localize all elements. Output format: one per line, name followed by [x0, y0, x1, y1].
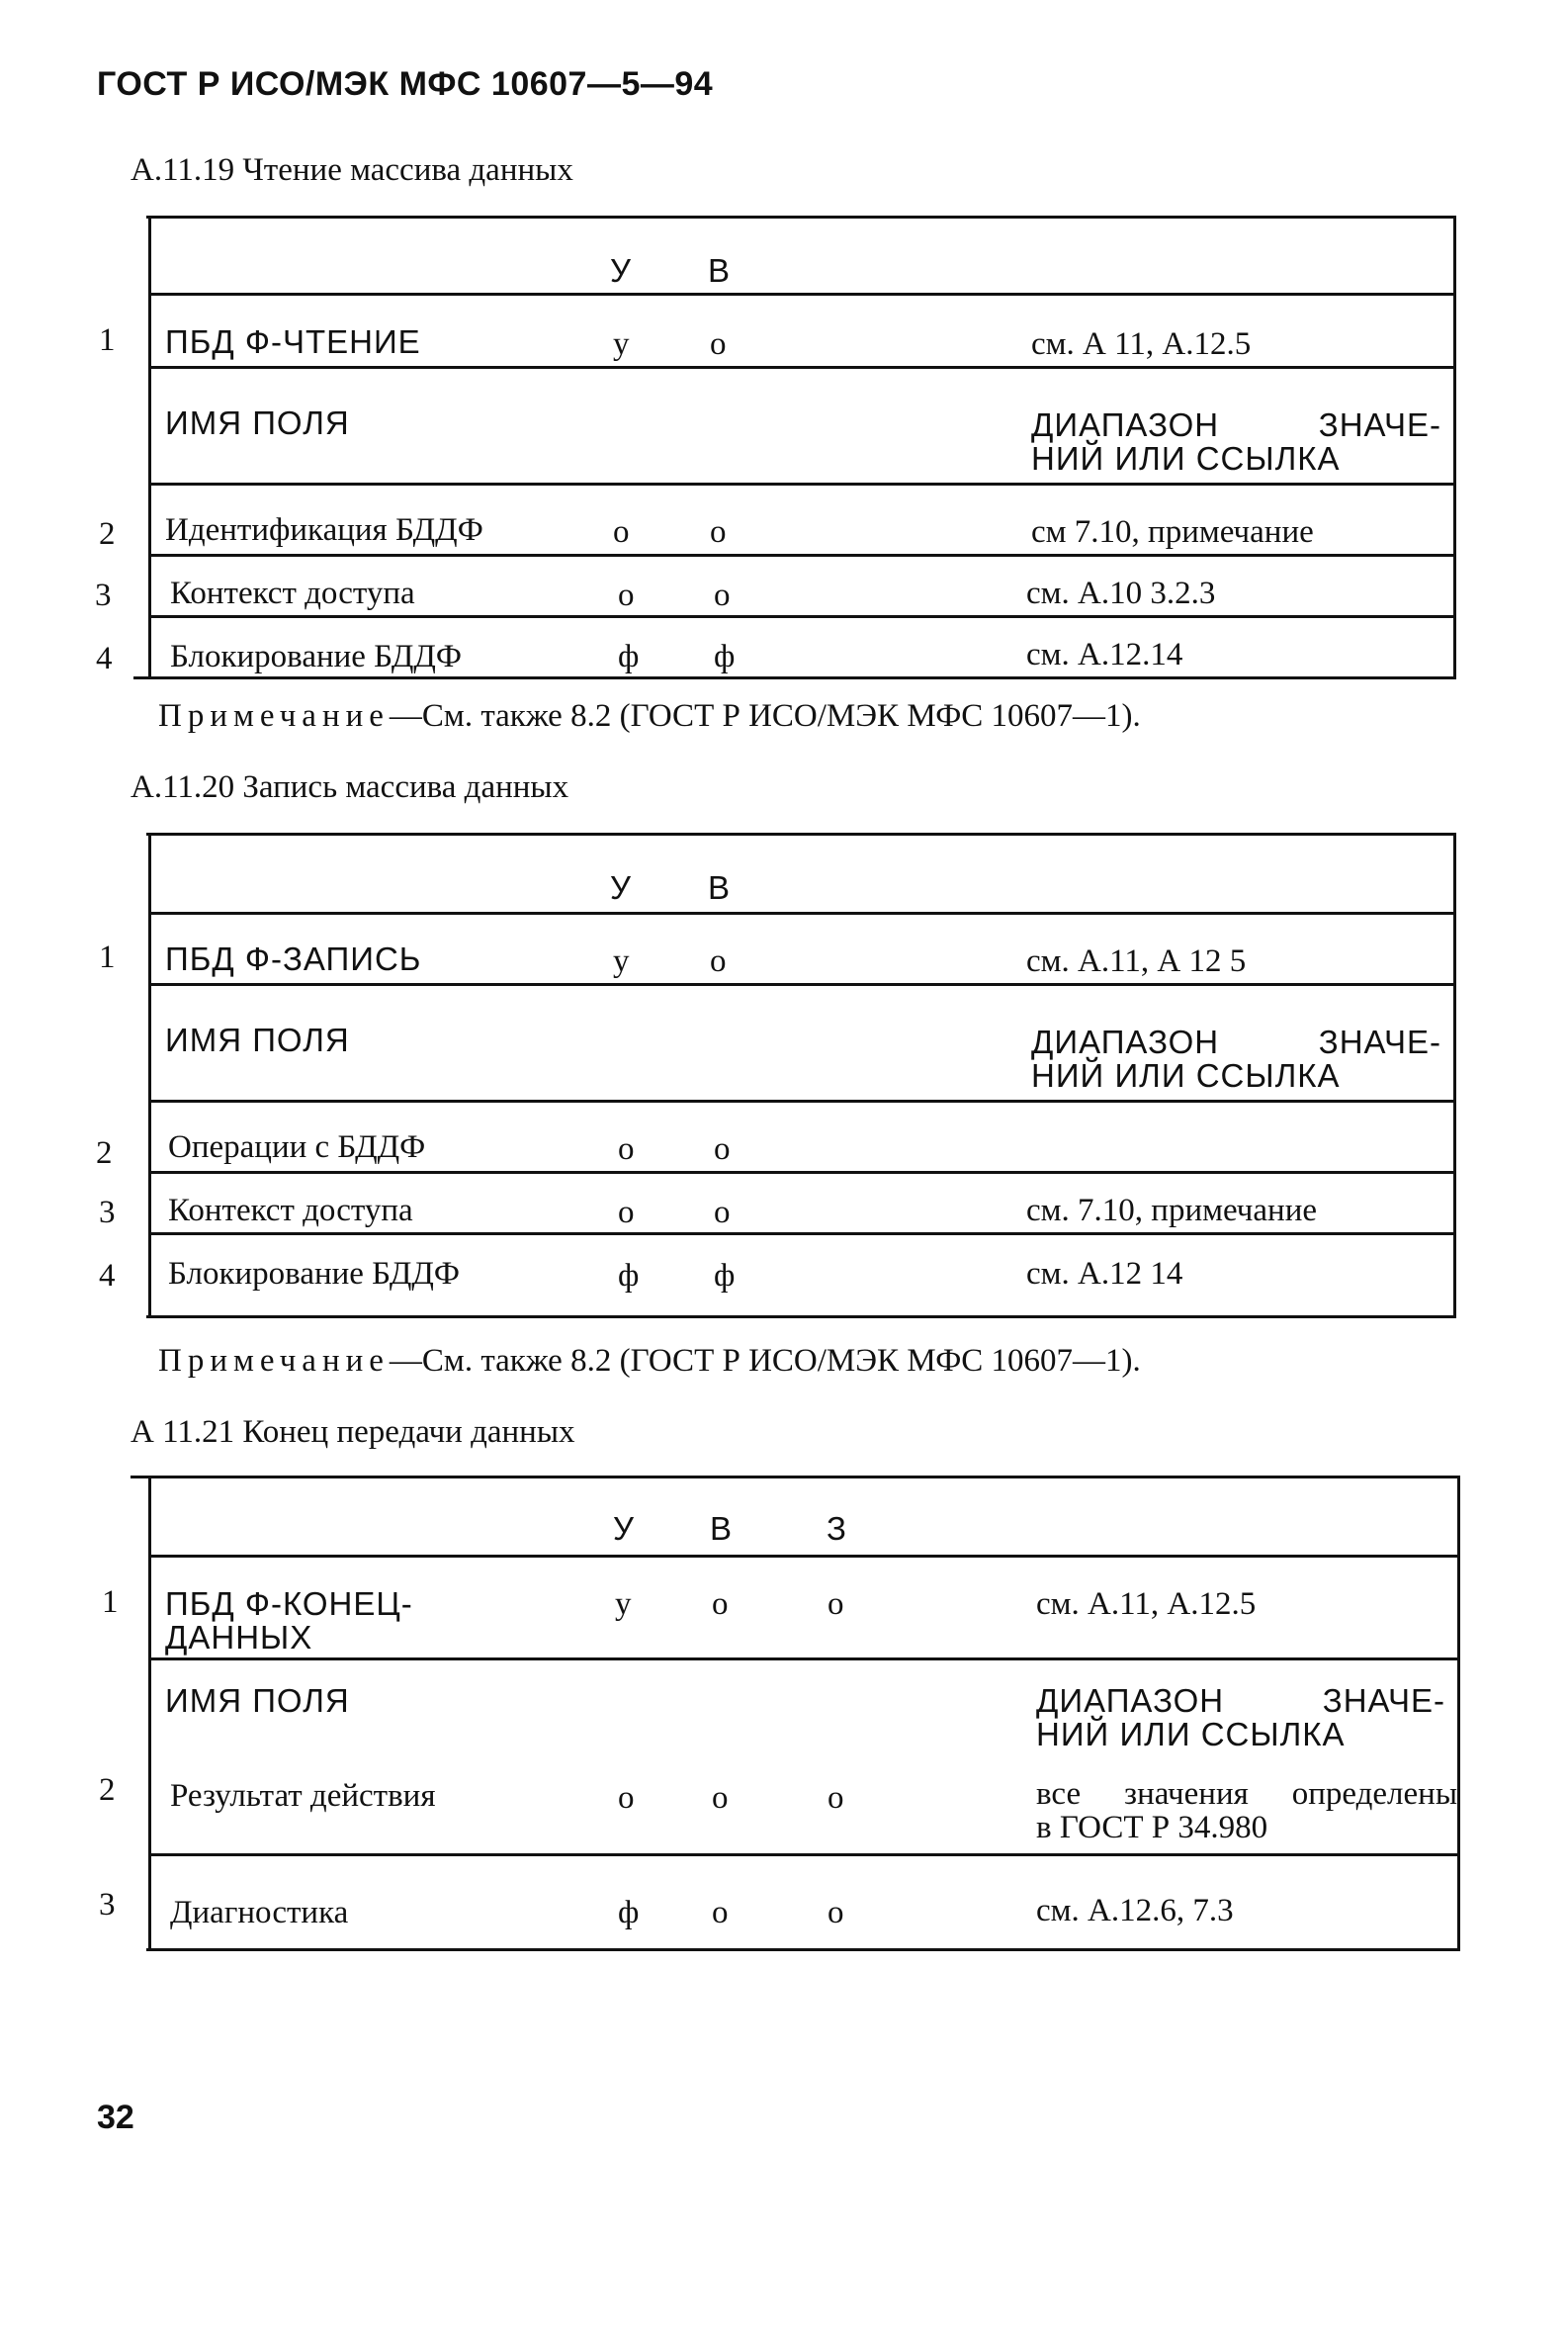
range-header-line1: ДИАПАЗОН ЗНАЧЕ- — [1036, 1682, 1445, 1719]
field-z: о — [828, 1895, 844, 1930]
rule — [150, 1100, 1453, 1103]
column-header-u: У — [610, 252, 632, 289]
row-number: 2 — [99, 516, 116, 552]
row-number: 1 — [99, 940, 116, 975]
note — [158, 698, 1141, 735]
rule — [150, 293, 1453, 296]
field-z: о — [828, 1780, 844, 1816]
field-ref: см. А.12 14 — [1026, 1256, 1183, 1292]
field-ref: см 7.10, примечание — [1031, 514, 1314, 550]
field-name-header: ИМЯ ПОЛЯ — [165, 1682, 350, 1719]
note-label: Примечание — [158, 698, 390, 734]
rule — [150, 554, 1453, 557]
page-number: 32 — [97, 2099, 134, 2136]
pdu-name: ПБД Ф-ЧТЕНИЕ — [165, 323, 421, 360]
table-right-border — [1453, 218, 1456, 677]
pdu-ref: см. А.11, А.12.5 — [1036, 1586, 1257, 1622]
rule — [150, 1232, 1453, 1235]
range-header-line2: НИЙ ИЛИ ССЫЛКА — [1031, 1057, 1341, 1094]
field-name: Контекст доступа — [168, 1193, 413, 1228]
note-text: —См. также 8.2 (ГОСТ Р ИСО/МЭК МФС 10607—1). — [389, 1343, 1141, 1379]
pdu-v: о — [712, 1586, 729, 1622]
table-top-rule — [131, 1476, 1460, 1478]
field-name: Операции с БДДФ — [168, 1129, 426, 1165]
row-number: 3 — [99, 1887, 116, 1923]
range-header-line1: ДИАПАЗОН ЗНАЧЕ- — [1031, 406, 1441, 443]
pdu-u: у — [613, 326, 630, 362]
column-header-v: В — [708, 252, 732, 289]
pdu-ref: см. А 11, А.12.5 — [1031, 326, 1252, 362]
field-ref: см. А.10 3.2.3 — [1026, 576, 1216, 611]
field-ref: см. 7.10, примечание — [1026, 1193, 1318, 1228]
table-left-border — [148, 218, 151, 677]
field-ref-line1: все значения определены — [1036, 1776, 1457, 1812]
field-name: Контекст доступа — [170, 576, 415, 611]
rule — [150, 483, 1453, 486]
column-header-v: В — [708, 869, 732, 906]
pdu-name-line2: ДАННЫХ — [165, 1619, 313, 1656]
field-name-header: ИМЯ ПОЛЯ — [165, 1022, 350, 1058]
field-ref: см. А.12.6, 7.3 — [1036, 1893, 1234, 1928]
table-top-rule — [146, 833, 1456, 836]
rule — [150, 1853, 1457, 1856]
field-v: о — [712, 1895, 729, 1930]
field-u: о — [618, 1780, 635, 1816]
column-header-z: З — [827, 1510, 847, 1547]
section-title: А 11.21 Конец передачи данных — [131, 1414, 575, 1450]
field-v: о — [714, 578, 731, 613]
range-header-line1: ДИАПАЗОН ЗНАЧЕ- — [1031, 1024, 1441, 1060]
field-u: о — [618, 1195, 635, 1230]
table-bottom-rule — [133, 676, 1456, 679]
field-name-header: ИМЯ ПОЛЯ — [165, 404, 350, 441]
field-u: ф — [618, 1258, 640, 1294]
row-number: 1 — [102, 1584, 119, 1620]
table-bottom-rule — [146, 1948, 1460, 1951]
row-number: 2 — [96, 1135, 113, 1171]
column-header-v: В — [710, 1510, 734, 1547]
pdu-v: о — [710, 943, 727, 979]
note-label: Примечание — [158, 1343, 390, 1379]
field-ref: см. А.12.14 — [1026, 637, 1183, 672]
field-name: Идентификация БДДФ — [165, 512, 483, 548]
field-name: Блокирование БДДФ — [170, 639, 462, 674]
pdu-u: у — [615, 1586, 632, 1622]
field-name: Результат действия — [170, 1778, 436, 1814]
document-header: ГОСТ Р ИСО/МЭК МФС 10607—5—94 — [97, 65, 714, 103]
pdu-name-line1: ПБД Ф-КОНЕЦ- — [165, 1585, 413, 1622]
table-right-border — [1457, 1477, 1460, 1948]
section-title: А.11.19 Чтение массива данных — [131, 152, 573, 188]
range-header-line2: НИЙ ИЛИ ССЫЛКА — [1036, 1716, 1346, 1752]
field-v: о — [714, 1131, 731, 1167]
rule — [150, 1657, 1457, 1660]
row-number: 4 — [99, 1258, 116, 1294]
table-right-border — [1453, 835, 1456, 1315]
row-number: 2 — [99, 1772, 116, 1808]
row-number: 1 — [99, 322, 116, 358]
table-left-border — [148, 1477, 151, 1948]
column-header-u: У — [613, 1510, 635, 1547]
pdu-name: ПБД Ф-ЗАПИСЬ — [165, 940, 422, 977]
table-bottom-rule — [146, 1315, 1456, 1318]
field-name: Диагностика — [170, 1895, 349, 1930]
field-u: о — [613, 514, 630, 550]
pdu-u: у — [613, 943, 630, 979]
table-left-border — [148, 835, 151, 1315]
rule — [150, 912, 1453, 915]
pdu-v: о — [710, 326, 727, 362]
note — [158, 1343, 1141, 1380]
pdu-z: о — [828, 1586, 844, 1622]
rule — [150, 366, 1453, 369]
rule — [150, 615, 1453, 618]
column-header-u: У — [610, 869, 632, 906]
rule — [150, 1171, 1453, 1174]
field-v: о — [714, 1195, 731, 1230]
section-title: А.11.20 Запись массива данных — [131, 769, 569, 805]
note-text: —См. также 8.2 (ГОСТ Р ИСО/МЭК МФС 10607—1). — [389, 698, 1141, 734]
field-v: ф — [714, 1258, 736, 1294]
row-number: 4 — [96, 641, 113, 676]
table-top-rule — [146, 216, 1456, 219]
field-v: ф — [714, 639, 736, 674]
field-name: Блокирование БДДФ — [168, 1256, 460, 1292]
range-header-line2: НИЙ ИЛИ ССЫЛКА — [1031, 440, 1341, 477]
field-u: ф — [618, 639, 640, 674]
field-v: о — [710, 514, 727, 550]
pdu-ref: см. А.11, А 12 5 — [1026, 943, 1247, 979]
field-ref-line2: в ГОСТ Р 34.980 — [1036, 1810, 1268, 1845]
field-u: о — [618, 1131, 635, 1167]
rule — [150, 1555, 1457, 1558]
row-number: 3 — [95, 578, 112, 613]
row-number: 3 — [99, 1195, 116, 1230]
rule — [150, 983, 1453, 986]
field-u: о — [618, 578, 635, 613]
field-v: о — [712, 1780, 729, 1816]
field-u: ф — [618, 1895, 640, 1930]
